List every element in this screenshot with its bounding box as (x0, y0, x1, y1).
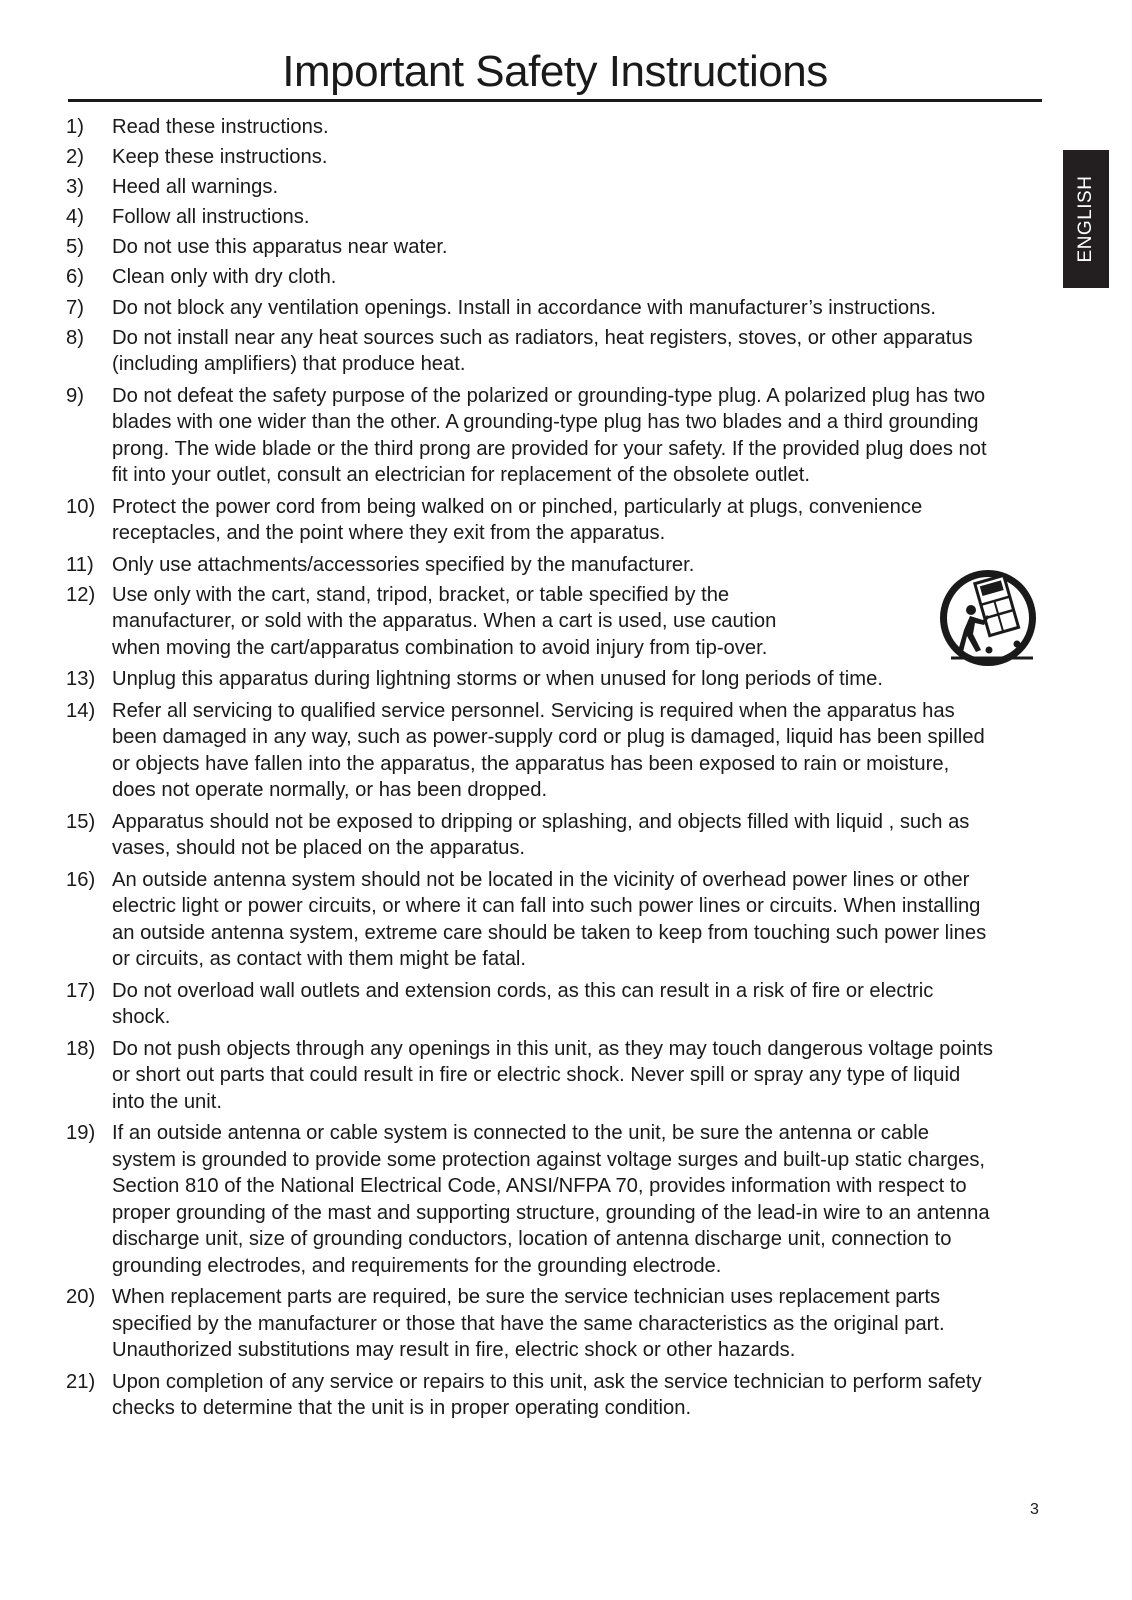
item-number: 9) (66, 384, 84, 407)
item-number: 6) (66, 266, 84, 289)
item-number: 17) (66, 979, 96, 1002)
item-text: Do not push objects through any openings in this unit, as they may touch dangerous voltage points or short out parts that could result in fire or electric shock. Never spill or spray any type of liquid into the unit. (112, 1037, 993, 1113)
item-number: 8) (66, 326, 84, 349)
instruction-item (66, 1036, 996, 1116)
instruction-item (66, 494, 996, 547)
instruction-item (66, 264, 996, 291)
instruction-item (66, 1120, 996, 1279)
item-number: 16) (66, 868, 96, 891)
item-number: 12) (66, 583, 96, 606)
item-text: Do not block any ventilation openings. Install in accordance with manufacturer’s instructions. (112, 296, 937, 319)
instruction-item (66, 234, 996, 261)
item-text: Do not use this apparatus near water. (112, 236, 448, 259)
item-number: 20) (66, 1286, 96, 1309)
item-text: Clean only with dry cloth. (112, 266, 337, 289)
item-text: Protect the power cord from being walked on or pinched, particularly at plugs, convenience receptacles, and the point where they exit from the apparatus. (112, 495, 923, 545)
item-text: Upon completion of any service or repairs to this unit, ask the service technician to perform safety checks to determine that the unit is in proper operating condition. (112, 1370, 982, 1420)
instruction-item (66, 552, 996, 579)
item-number: 5) (66, 236, 84, 259)
item-text: Read these instructions. (112, 116, 329, 138)
instruction-item (66, 978, 996, 1031)
instruction-item (66, 1369, 996, 1422)
item-number: 13) (66, 668, 96, 691)
item-text: Do not install near any heat sources such as radiators, heat registers, stoves, or other apparatus (including amplifiers) that produce heat. (112, 326, 973, 376)
instruction-item (66, 144, 996, 171)
item-text: Follow all instructions. (112, 206, 310, 229)
language-tab (1063, 150, 1109, 288)
item-text: Refer all servicing to qualified service personnel. Servicing is required when the apparatus has been damaged in any way, such as power-supply cord or plug is damaged, liquid has been spilled or objects have fallen into the apparatus, the apparatus has been exposed to rain or moisture, does not operate normally, or has been dropped. (112, 699, 985, 802)
item-number: 1) (66, 116, 84, 138)
item-number: 7) (66, 296, 84, 319)
instruction-item (66, 295, 996, 322)
item-text: Use only with the cart, stand, tripod, bracket, or table specified by the manufacturer, or sold with the apparatus. When a cart is used, use caution when moving the cart/apparatus combination to avoid injury from tip-over. (112, 583, 777, 659)
item-text: If an outside antenna or cable system is connected to the unit, be sure the antenna or cable system is grounded to provide some protection against voltage surges and built-up static charges, Section 810 of the National Electrical Code, ANSI/NFPA 70, provides information with respect to proper grounding of the mast and supporting structure, grounding of the lead-in wire to an antenna discharge unit, size of grounding conductors, location of antenna discharge unit, connection to grounding electrodes, and requirements for the grounding electrode. (112, 1122, 990, 1277)
title-divider (68, 99, 1042, 102)
item-text: Only use attachments/accessories specified by the manufacturer. (112, 553, 695, 576)
instruction-item (66, 174, 996, 201)
instruction-item (66, 582, 996, 662)
item-text: Do not overload wall outlets and extension cords, as this can result in a risk of fire or electric shock. (112, 979, 934, 1029)
page-title: Important Safety Instructions (282, 47, 828, 96)
instruction-item (66, 698, 996, 804)
page-number: 3 (1030, 1501, 1039, 1518)
item-number: 19) (66, 1122, 96, 1145)
instruction-item (66, 204, 996, 231)
item-text: Do not defeat the safety purpose of the polarized or grounding-type plug. A polarized plug has two blades with one wider than the other. A grounding-type plug has two blades and a third grounding prong. The wide blade or the third prong are provided for your safety. If the provided plug does not fit into your outlet, consult an electrician for replacement of the obsolete outlet. (112, 384, 987, 487)
instruction-item (66, 867, 996, 973)
item-number: 2) (66, 146, 84, 169)
item-text: Apparatus should not be exposed to dripping or splashing, and objects filled with liquid , such as vases, should not be placed on the apparatus. (112, 810, 970, 860)
safety-instructions-list (66, 114, 996, 1427)
item-number: 3) (66, 176, 84, 199)
cart-tip-over-warning-icon (937, 570, 1039, 670)
instruction-item (66, 809, 996, 862)
item-text: Heed all warnings. (112, 176, 279, 199)
instruction-item (66, 325, 996, 378)
instruction-item (66, 114, 996, 141)
item-text: An outside antenna system should not be located in the vicinity of overhead power lines or other electric light or power circuits, or where it can fall into such power lines or circuits. When installing an outside antenna system, extreme care should be taken to keep from touching such power lines or circuits, as contact with them might be fatal. (112, 868, 987, 971)
item-number: 15) (66, 810, 96, 833)
item-number: 14) (66, 699, 96, 722)
item-number: 18) (66, 1037, 96, 1060)
instruction-item (66, 666, 996, 693)
item-text: When replacement parts are required, be sure the service technician uses replacement parts specified by the manufacturer or those that have the same characteristics as the original part. Unauthorized substitutions may result in fire, electric shock or other hazards. (112, 1286, 945, 1362)
language-tab-label: ENGLISH (1075, 175, 1096, 263)
item-text: Unplug this apparatus during lightning storms or when unused for long periods of time. (112, 668, 883, 691)
instruction-item (66, 383, 996, 489)
item-number: 10) (66, 495, 96, 518)
instruction-item (66, 1284, 996, 1364)
item-number: 4) (66, 206, 84, 229)
item-number: 21) (66, 1370, 96, 1393)
item-text: Keep these instructions. (112, 146, 328, 169)
item-number: 11) (66, 553, 94, 576)
